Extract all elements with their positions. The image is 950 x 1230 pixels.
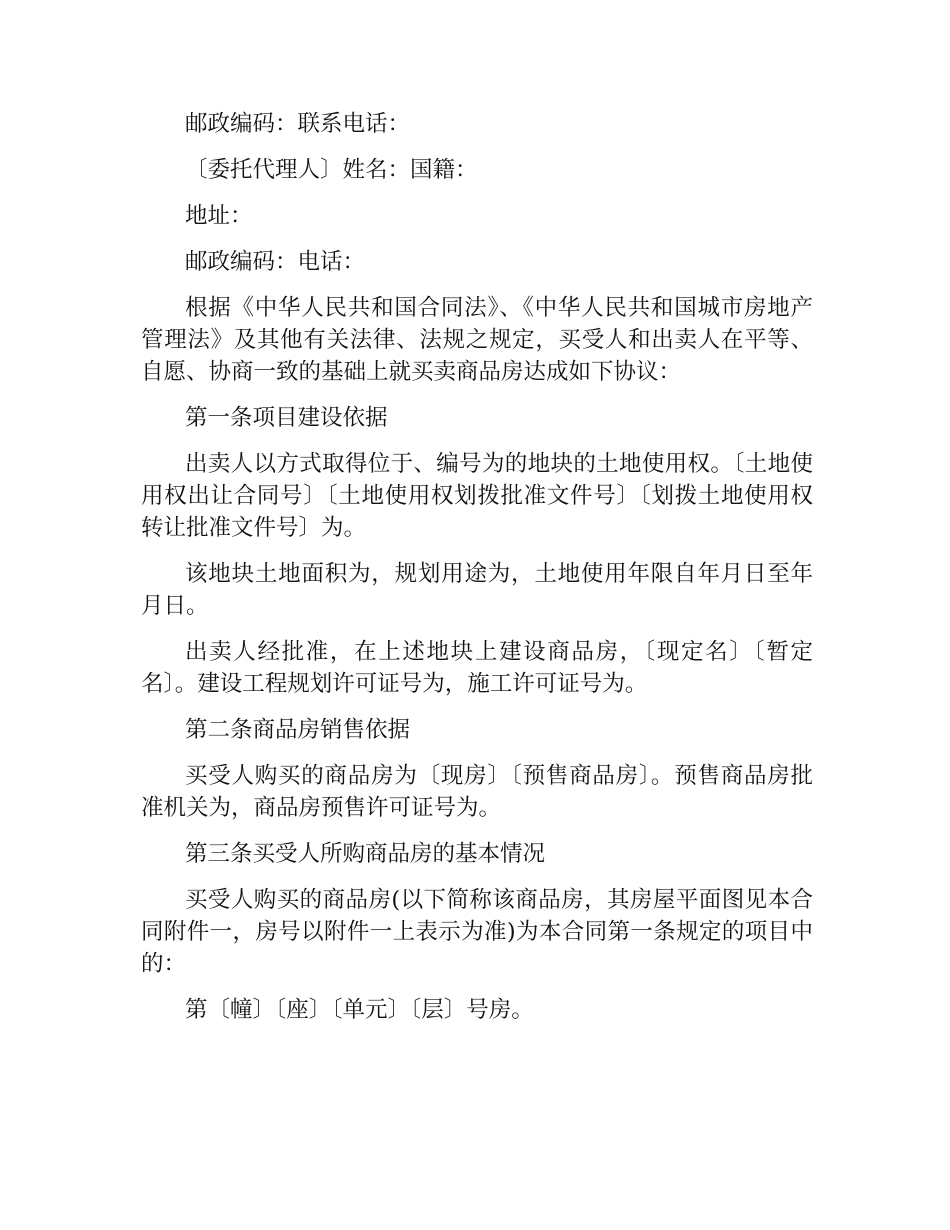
postal-code-phone-line: 邮政编码：联系电话： [185, 111, 411, 137]
presale-permit-paragraph: 买受人购买的商品房为〔现房〕〔预售商品房〕。预售商品房批准机关为，商品房预售许可证号为。 [141, 763, 813, 821]
agent-name-nationality-line: 〔委托代理人〕姓名：国籍： [185, 157, 478, 183]
land-area-paragraph: 该地块土地面积为，规划用途为，土地使用年限自年月日至年月日。 [141, 561, 813, 619]
land-use-right-paragraph: 出卖人以方式取得位于、编号为的地块的土地使用权。〔土地使用权出让合同号〕〔土地使用权划拨批准文件号〕〔划拨土地使用权转让批准文件号〕为。 [141, 451, 813, 541]
unit-number-line: 第〔幢〕〔座〕〔单元〕〔层〕号房。 [185, 997, 534, 1023]
construction-permit-paragraph: 出卖人经批准，在上述地块上建设商品房，〔现定名〕〔暂定名〕。建设工程规划许可证号为，施工许可证号为。 [141, 639, 813, 697]
document-body [141, 108, 813, 1040]
address-line: 地址： [185, 203, 253, 229]
article-2-heading: 第二条商品房销售依据 [185, 717, 411, 743]
property-description-paragraph: 买受人购买的商品房(以下简称该商品房，其房屋平面图见本合同附件一，房号以附件一上表示为准)为本合同第一条规定的项目中的： [141, 887, 813, 977]
preamble-paragraph: 根据《中华人民共和国合同法》、《中华人民共和国城市房地产管理法》及其他有关法律、法规之规定，买受人和出卖人在平等、自愿、协商一致的基础上就买卖商品房达成如下协议： [141, 295, 813, 385]
article-3-heading: 第三条买受人所购商品房的基本情况 [185, 841, 546, 867]
article-1-heading: 第一条项目建设依据 [185, 405, 388, 431]
postal-code-telephone-line: 邮政编码：电话： [185, 249, 366, 275]
